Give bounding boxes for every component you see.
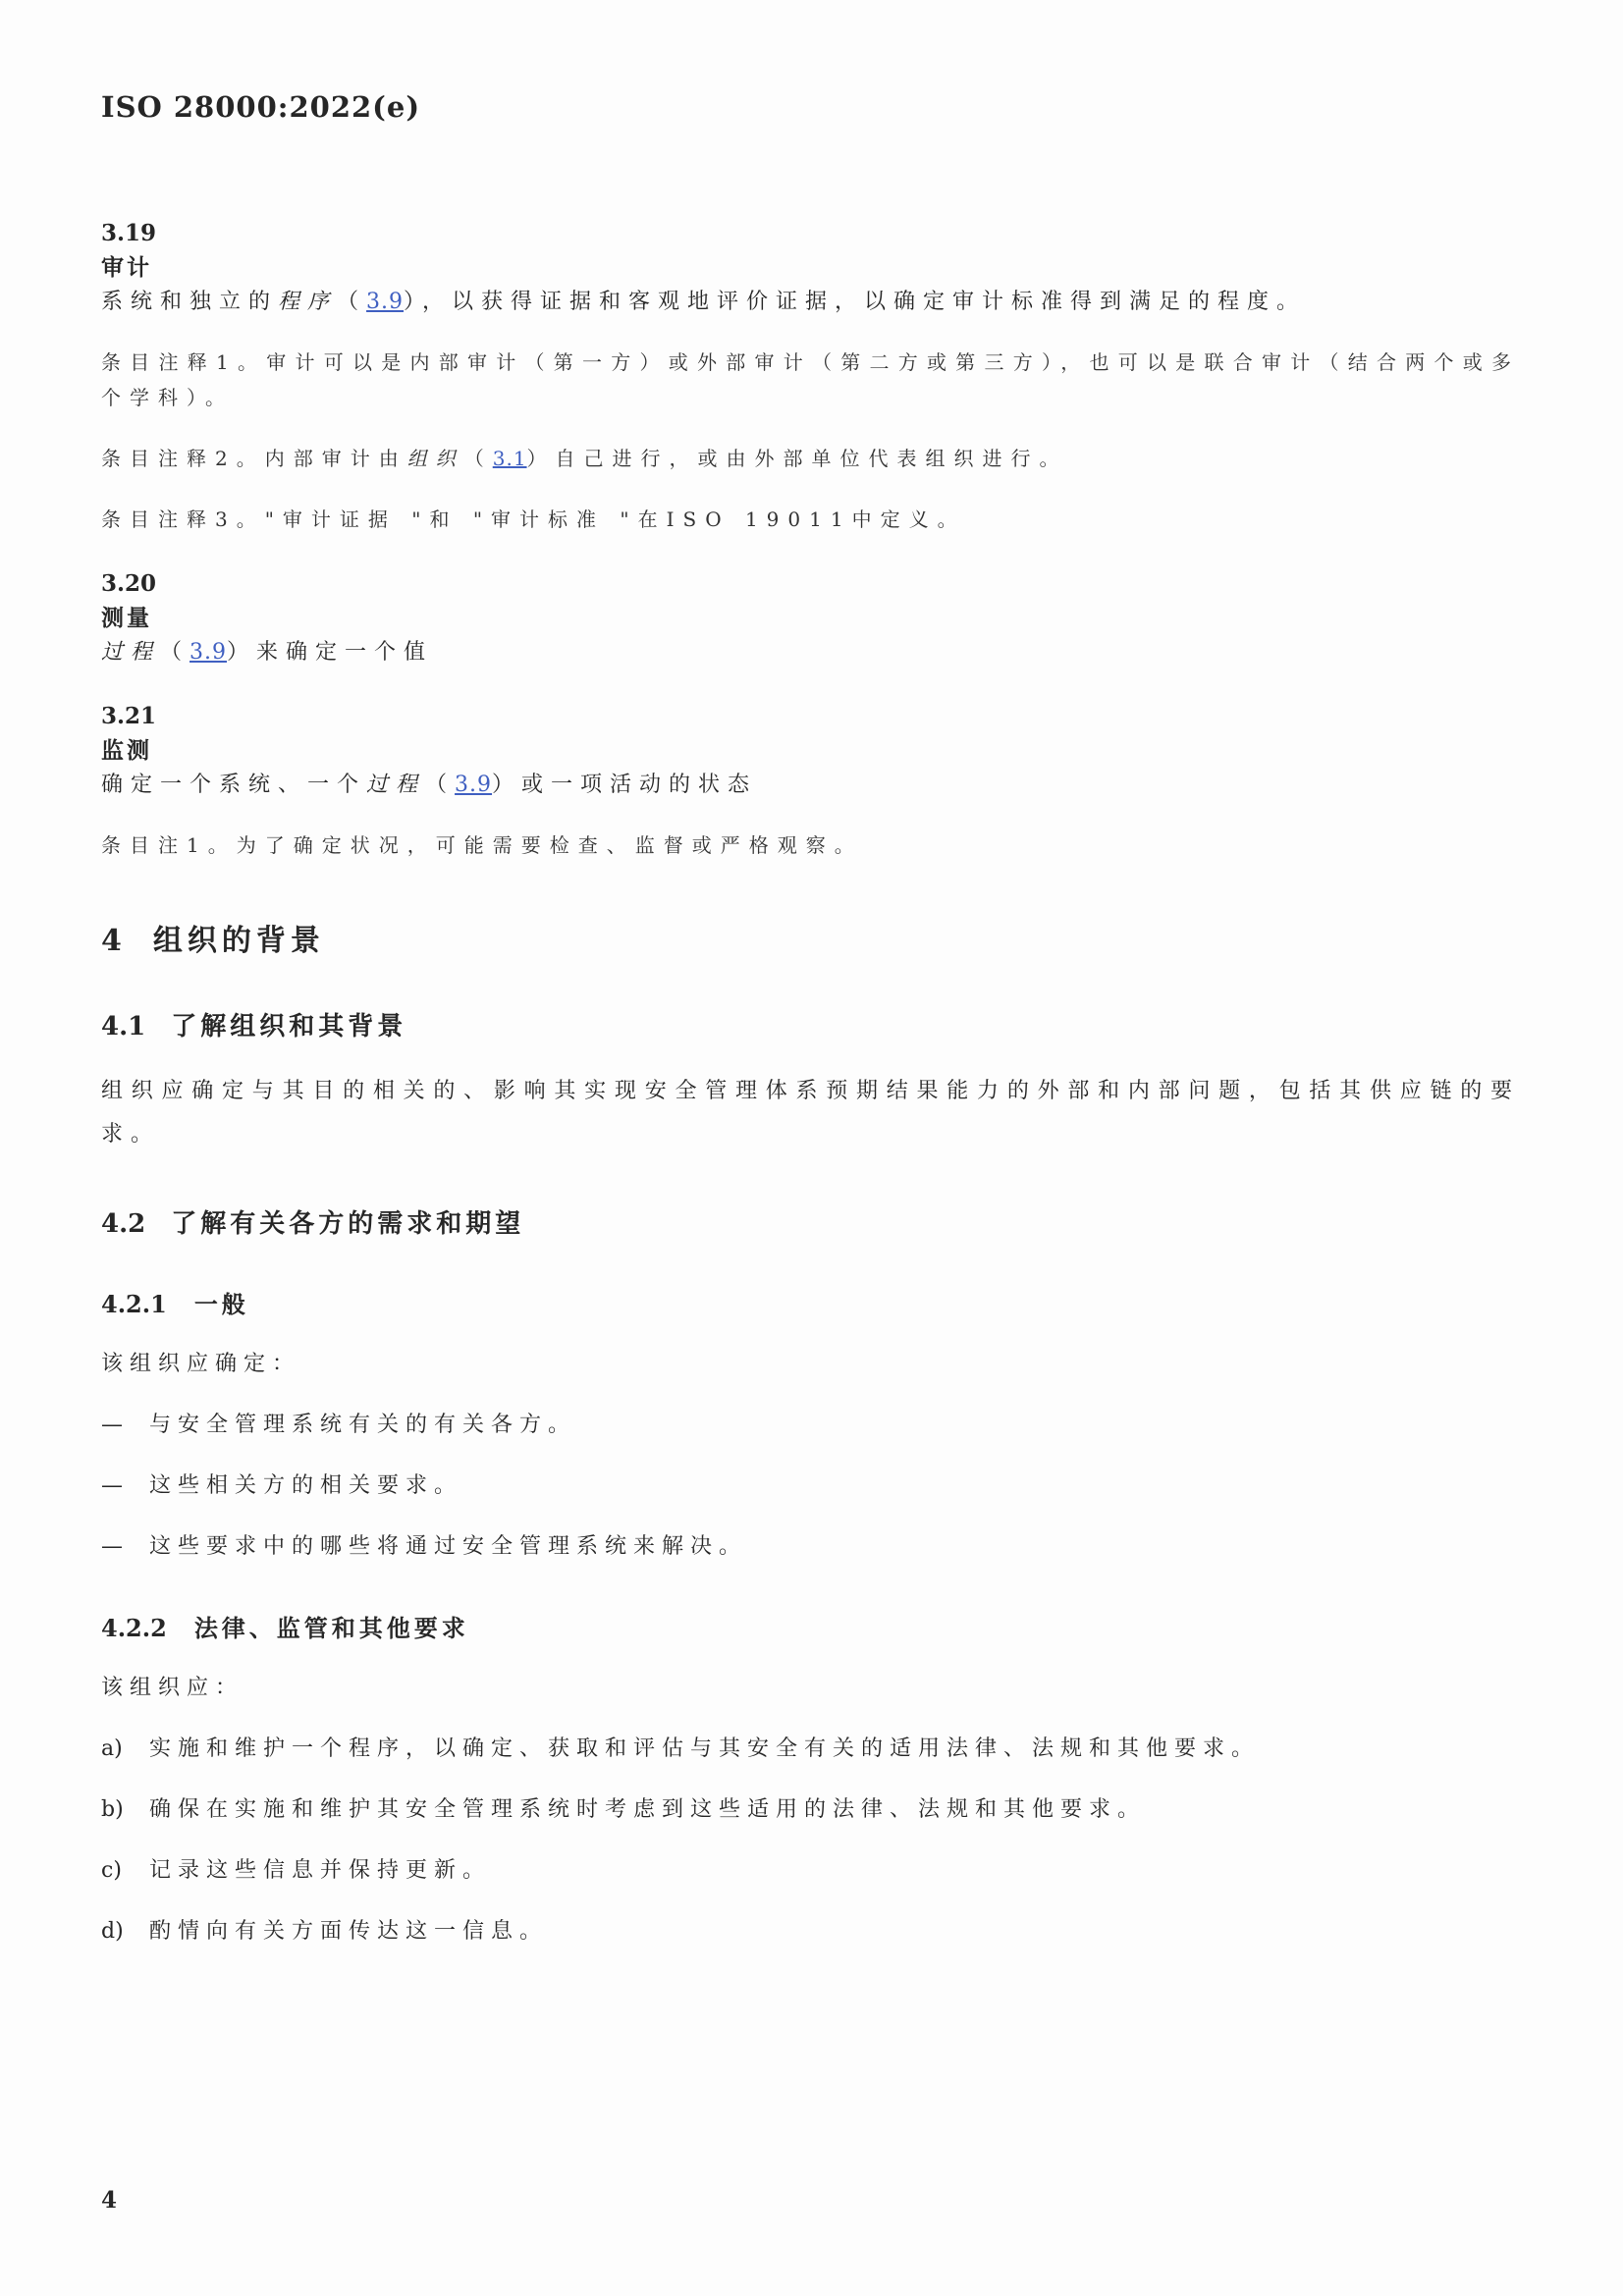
list-item: [101, 1732, 1520, 1766]
defined-term-italic: 程序: [278, 290, 338, 314]
clause-title: 一般: [193, 1290, 249, 1318]
paren-open: （: [463, 447, 493, 470]
clause-4-2-1-heading: [101, 1285, 1520, 1319]
term-number: 3.21: [101, 703, 157, 729]
clause-4-2-2-intro: 该组织应：: [101, 1676, 244, 1700]
clause-4-1-heading: [101, 1006, 1520, 1042]
paren-open: （: [425, 773, 456, 797]
defined-term-italic: 组织: [406, 447, 464, 470]
dash-marker: —: [101, 1534, 123, 1559]
clause-4-heading: [101, 916, 1520, 959]
term-block-3-20: [101, 566, 1520, 669]
note-text: ）自己进行，或由外部单位代表组织进行。: [526, 447, 1068, 470]
page-number: 4: [101, 2187, 118, 2214]
cross-reference-link[interactable]: 3.9: [189, 640, 228, 665]
list-item: [101, 1792, 1520, 1827]
paren-open: （: [337, 290, 367, 314]
clause-title: 了解有关各方的需求和期望: [171, 1209, 525, 1239]
clause-number: 4.1: [101, 1012, 146, 1041]
list-item: [101, 1408, 1520, 1442]
term-name: 审计: [101, 254, 152, 281]
clause-number: 4: [101, 924, 122, 958]
document-header-title: ISO 28000:2022(e): [101, 90, 421, 124]
list-item-label: b): [101, 1797, 124, 1822]
defined-term-italic: 过程: [101, 640, 161, 665]
definition-text: ），以获得证据和客观地评价证据，以确定审计标准得到满足的程度。: [404, 290, 1307, 314]
defined-term-italic: 过程: [366, 773, 426, 797]
term-block-3-21: [101, 699, 1520, 863]
list-item: [101, 1853, 1520, 1888]
definition-text: ）来确定一个值: [227, 640, 434, 665]
clause-number: 4.2.1: [101, 1290, 167, 1318]
clause-title: 组织的背景: [152, 924, 325, 958]
list-item: [101, 1468, 1520, 1503]
term-name: 监测: [101, 737, 152, 764]
list-item-text: 这些要求中的哪些将通过安全管理系统来解决。: [149, 1534, 748, 1559]
term-definition: [101, 635, 1520, 669]
clause-title: 法律、监管和其他要求: [193, 1614, 469, 1642]
paren-open: （: [160, 640, 190, 665]
clause-4-2-1-intro: 该组织应确定：: [101, 1352, 301, 1376]
dash-marker: —: [101, 1413, 123, 1437]
list-item-text: 记录这些信息并保持更新。: [149, 1858, 492, 1883]
list-item-text: 确保在实施和维护其安全管理系统时考虑到这些适用的法律、法规和其他要求。: [149, 1797, 1147, 1822]
list-item-label: a): [101, 1736, 123, 1761]
list-item-text: 实施和维护一个程序，以确定、获取和评估与其安全有关的适用法律、法规和其他要求。: [149, 1736, 1261, 1761]
clause-4-2-2-heading: [101, 1609, 1520, 1643]
term-number: 3.19: [101, 220, 157, 246]
term-definition: [101, 285, 1520, 319]
definition-text: 系统和独立的: [101, 290, 279, 314]
list-item-label: c): [101, 1858, 122, 1883]
entry-note: 条目注释3。"审计证据 "和 "审计标准 "在ISO 19011中定义。: [101, 507, 966, 531]
entry-note: [101, 441, 1520, 476]
list-item: [101, 1914, 1520, 1949]
entry-note: 条目注释1。审计可以是内部审计（第一方）或外部审计（第二方或第三方），也可以是联合审计（结合两个或多个学科）。: [101, 350, 1520, 409]
clause-4-1-paragraph: 组织应确定与其目的相关的、影响其实现安全管理体系预期结果能力的外部和内部问题，包括其供应链的要求。: [101, 1079, 1520, 1147]
term-name: 测量: [101, 605, 152, 631]
clause-number: 4.2: [101, 1209, 146, 1239]
dash-marker: —: [101, 1473, 123, 1498]
note-text: 条目注释2。内部审计由: [101, 447, 407, 470]
term-number: 3.20: [101, 570, 157, 597]
cross-reference-link[interactable]: 3.9: [455, 773, 493, 797]
term-definition: [101, 768, 1520, 802]
list-item-text: 这些相关方的相关要求。: [149, 1473, 463, 1498]
definition-text: ）或一项活动的状态: [492, 773, 758, 797]
clause-number: 4.2.2: [101, 1614, 167, 1642]
list-item-text: 酌情向有关方面传达这一信息。: [149, 1919, 549, 1944]
clause-4-2-heading: [101, 1203, 1520, 1240]
term-block-3-19: [101, 216, 1520, 537]
clause-title: 了解组织和其背景: [171, 1012, 407, 1041]
list-item: [101, 1529, 1520, 1564]
cross-reference-link[interactable]: 3.9: [366, 290, 405, 314]
list-item-text: 与安全管理系统有关的有关各方。: [149, 1413, 577, 1437]
entry-note: 条目注1。为了确定状况，可能需要检查、监督或严格观察。: [101, 833, 863, 857]
cross-reference-link[interactable]: 3.1: [492, 447, 527, 470]
list-item-label: d): [101, 1919, 124, 1944]
definition-text: 确定一个系统、一个: [101, 773, 367, 797]
